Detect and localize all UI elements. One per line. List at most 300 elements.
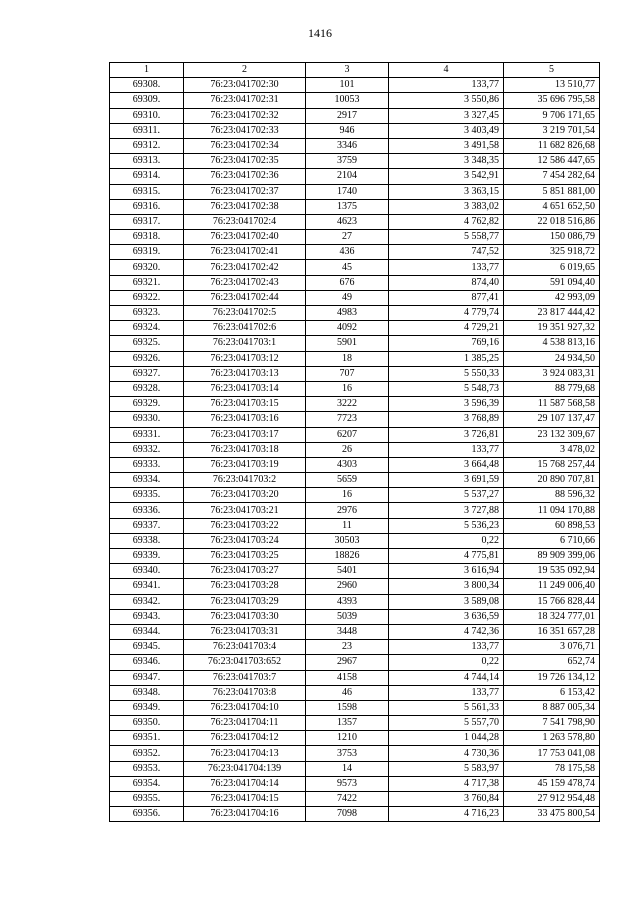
table-row <box>110 807 600 822</box>
rate-cell: 5 583,97 <box>389 761 504 776</box>
rate-cell: 5 548,73 <box>389 381 504 396</box>
value-cell: 19 351 927,32 <box>504 321 600 336</box>
rate-cell: 3 403,49 <box>389 123 504 138</box>
row-number-cell: 69344. <box>110 624 184 639</box>
area-cell: 1598 <box>306 700 389 715</box>
value-cell: 3 924 083,31 <box>504 366 600 381</box>
value-cell: 29 107 137,47 <box>504 412 600 427</box>
row-number-cell: 69345. <box>110 640 184 655</box>
row-number-cell: 69351. <box>110 731 184 746</box>
area-cell: 5401 <box>306 564 389 579</box>
cadastral-number-cell: 76:23:041702:42 <box>184 260 306 275</box>
value-cell: 17 753 041,08 <box>504 746 600 761</box>
cadastral-number-cell: 76:23:041704:14 <box>184 776 306 791</box>
area-cell: 2967 <box>306 655 389 670</box>
rate-cell: 3 616,94 <box>389 564 504 579</box>
value-cell: 591 094,40 <box>504 275 600 290</box>
table-row <box>110 260 600 275</box>
area-cell: 4158 <box>306 670 389 685</box>
cadastral-number-cell: 76:23:041702:41 <box>184 245 306 260</box>
value-cell: 6 710,66 <box>504 533 600 548</box>
area-cell: 676 <box>306 275 389 290</box>
cadastral-number-cell: 76:23:041703:25 <box>184 549 306 564</box>
cadastral-number-cell: 76:23:041703:20 <box>184 488 306 503</box>
row-number-cell: 69331. <box>110 427 184 442</box>
table-row <box>110 230 600 245</box>
cadastral-number-cell: 76:23:041702:37 <box>184 184 306 199</box>
rate-cell: 3 542,91 <box>389 169 504 184</box>
rate-cell: 3 596,39 <box>389 397 504 412</box>
table-row <box>110 457 600 472</box>
rate-cell: 3 327,45 <box>389 108 504 123</box>
row-number-cell: 69311. <box>110 123 184 138</box>
rate-cell: 3 726,81 <box>389 427 504 442</box>
area-cell: 4092 <box>306 321 389 336</box>
cadastral-number-cell: 76:23:041703:31 <box>184 624 306 639</box>
table-row <box>110 123 600 138</box>
area-cell: 10053 <box>306 93 389 108</box>
cadastral-number-cell: 76:23:041702:34 <box>184 138 306 153</box>
cadastral-number-cell: 76:23:041703:22 <box>184 518 306 533</box>
value-cell: 27 912 954,48 <box>504 792 600 807</box>
row-number-cell: 69340. <box>110 564 184 579</box>
rate-cell: 5 550,33 <box>389 366 504 381</box>
area-cell: 18 <box>306 351 389 366</box>
area-cell: 2960 <box>306 579 389 594</box>
rate-cell: 3 363,15 <box>389 184 504 199</box>
area-cell: 5659 <box>306 473 389 488</box>
value-cell: 42 993,09 <box>504 290 600 305</box>
row-number-cell: 69308. <box>110 78 184 93</box>
value-cell: 89 909 399,06 <box>504 549 600 564</box>
rate-cell: 3 550,86 <box>389 93 504 108</box>
value-cell: 12 586 447,65 <box>504 154 600 169</box>
area-cell: 1210 <box>306 731 389 746</box>
table-row <box>110 533 600 548</box>
row-number-cell: 69333. <box>110 457 184 472</box>
rate-cell: 1 385,25 <box>389 351 504 366</box>
cadastral-number-cell: 76:23:041703:21 <box>184 503 306 518</box>
cadastral-number-cell: 76:23:041702:43 <box>184 275 306 290</box>
value-cell: 325 918,72 <box>504 245 600 260</box>
value-cell: 23 817 444,42 <box>504 306 600 321</box>
table-row <box>110 275 600 290</box>
rate-cell: 4 762,82 <box>389 214 504 229</box>
row-number-cell: 69318. <box>110 230 184 245</box>
table-row <box>110 154 600 169</box>
data-table <box>109 62 600 822</box>
value-cell: 16 351 657,28 <box>504 624 600 639</box>
value-cell: 7 454 282,64 <box>504 169 600 184</box>
area-cell: 7723 <box>306 412 389 427</box>
area-cell: 7098 <box>306 807 389 822</box>
row-number-cell: 69330. <box>110 412 184 427</box>
rate-cell: 3 348,35 <box>389 154 504 169</box>
value-cell: 6 019,65 <box>504 260 600 275</box>
area-cell: 9573 <box>306 776 389 791</box>
rate-cell: 4 717,38 <box>389 776 504 791</box>
rate-cell: 133,77 <box>389 442 504 457</box>
row-number-cell: 69310. <box>110 108 184 123</box>
cadastral-number-cell: 76:23:041702:31 <box>184 93 306 108</box>
area-cell: 101 <box>306 78 389 93</box>
table-row <box>110 564 600 579</box>
value-cell: 19 726 134,12 <box>504 670 600 685</box>
rate-cell: 747,52 <box>389 245 504 260</box>
row-number-cell: 69316. <box>110 199 184 214</box>
row-number-cell: 69349. <box>110 700 184 715</box>
cadastral-number-cell: 76:23:041702:36 <box>184 169 306 184</box>
table-row <box>110 655 600 670</box>
row-number-cell: 69313. <box>110 154 184 169</box>
cadastral-number-cell: 76:23:041704:10 <box>184 700 306 715</box>
area-cell: 1357 <box>306 716 389 731</box>
area-cell: 6207 <box>306 427 389 442</box>
rate-cell: 4 742,36 <box>389 624 504 639</box>
cadastral-number-cell: 76:23:041702:40 <box>184 230 306 245</box>
area-cell: 3346 <box>306 138 389 153</box>
cadastral-number-cell: 76:23:041703:19 <box>184 457 306 472</box>
rate-cell: 3 768,89 <box>389 412 504 427</box>
rate-cell: 5 561,33 <box>389 700 504 715</box>
cadastral-number-cell: 76:23:041703:8 <box>184 685 306 700</box>
table-row <box>110 488 600 503</box>
row-number-cell: 69348. <box>110 685 184 700</box>
table-header-row <box>110 63 600 78</box>
table-row <box>110 336 600 351</box>
cadastral-number-cell: 76:23:041702:5 <box>184 306 306 321</box>
row-number-cell: 69337. <box>110 518 184 533</box>
rate-cell: 4 744,14 <box>389 670 504 685</box>
table-row <box>110 670 600 685</box>
table-row <box>110 624 600 639</box>
value-cell: 6 153,42 <box>504 685 600 700</box>
rate-cell: 769,16 <box>389 336 504 351</box>
rate-cell: 3 800,34 <box>389 579 504 594</box>
value-cell: 13 510,77 <box>504 78 600 93</box>
cadastral-number-cell: 76:23:041703:4 <box>184 640 306 655</box>
cadastral-number-cell: 76:23:041703:7 <box>184 670 306 685</box>
table-row <box>110 731 600 746</box>
cadastral-number-cell: 76:23:041704:13 <box>184 746 306 761</box>
row-number-cell: 69328. <box>110 381 184 396</box>
area-cell: 49 <box>306 290 389 305</box>
table-row <box>110 199 600 214</box>
row-number-cell: 69335. <box>110 488 184 503</box>
table-row <box>110 442 600 457</box>
row-number-cell: 69312. <box>110 138 184 153</box>
table-row <box>110 351 600 366</box>
row-number-cell: 69336. <box>110 503 184 518</box>
value-cell: 1 263 578,80 <box>504 731 600 746</box>
area-cell: 4983 <box>306 306 389 321</box>
value-cell: 9 706 171,65 <box>504 108 600 123</box>
area-cell: 2976 <box>306 503 389 518</box>
table-row <box>110 776 600 791</box>
table-row <box>110 609 600 624</box>
rate-cell: 5 537,27 <box>389 488 504 503</box>
value-cell: 11 587 568,58 <box>504 397 600 412</box>
value-cell: 4 538 813,16 <box>504 336 600 351</box>
value-cell: 3 219 701,54 <box>504 123 600 138</box>
row-number-cell: 69343. <box>110 609 184 624</box>
cadastral-number-cell: 76:23:041704:12 <box>184 731 306 746</box>
area-cell: 1375 <box>306 199 389 214</box>
row-number-cell: 69324. <box>110 321 184 336</box>
value-cell: 11 682 826,68 <box>504 138 600 153</box>
rate-cell: 0,22 <box>389 533 504 548</box>
table-row <box>110 366 600 381</box>
row-number-cell: 69347. <box>110 670 184 685</box>
table-row <box>110 579 600 594</box>
value-cell: 11 094 170,88 <box>504 503 600 518</box>
area-cell: 11 <box>306 518 389 533</box>
rate-cell: 133,77 <box>389 260 504 275</box>
cadastral-number-cell: 76:23:041702:38 <box>184 199 306 214</box>
cadastral-number-cell: 76:23:041703:652 <box>184 655 306 670</box>
area-cell: 2104 <box>306 169 389 184</box>
area-cell: 46 <box>306 685 389 700</box>
area-cell: 3222 <box>306 397 389 412</box>
value-cell: 15 766 828,44 <box>504 594 600 609</box>
cadastral-number-cell: 76:23:041704:11 <box>184 716 306 731</box>
row-number-cell: 69320. <box>110 260 184 275</box>
cadastral-number-cell: 76:23:041702:35 <box>184 154 306 169</box>
row-number-cell: 69354. <box>110 776 184 791</box>
table-row <box>110 245 600 260</box>
row-number-cell: 69339. <box>110 549 184 564</box>
value-cell: 7 541 798,90 <box>504 716 600 731</box>
cadastral-number-cell: 76:23:041704:139 <box>184 761 306 776</box>
area-cell: 707 <box>306 366 389 381</box>
table-row <box>110 503 600 518</box>
rate-cell: 3 760,84 <box>389 792 504 807</box>
rate-cell: 3 727,88 <box>389 503 504 518</box>
table-row <box>110 381 600 396</box>
row-number-cell: 69314. <box>110 169 184 184</box>
table-row <box>110 427 600 442</box>
table-row <box>110 138 600 153</box>
value-cell: 652,74 <box>504 655 600 670</box>
row-number-cell: 69327. <box>110 366 184 381</box>
table-body <box>110 78 600 822</box>
value-cell: 15 768 257,44 <box>504 457 600 472</box>
cadastral-number-cell: 76:23:041702:33 <box>184 123 306 138</box>
table-row <box>110 700 600 715</box>
value-cell: 11 249 006,40 <box>504 579 600 594</box>
row-number-cell: 69353. <box>110 761 184 776</box>
cadastral-number-cell: 76:23:041703:14 <box>184 381 306 396</box>
area-cell: 7422 <box>306 792 389 807</box>
cadastral-number-cell: 76:23:041703:29 <box>184 594 306 609</box>
rate-cell: 3 664,48 <box>389 457 504 472</box>
cadastral-number-cell: 76:23:041702:44 <box>184 290 306 305</box>
row-number-cell: 69323. <box>110 306 184 321</box>
column-header: 4 <box>389 63 504 78</box>
table-row <box>110 78 600 93</box>
cadastral-number-cell: 76:23:041702:30 <box>184 78 306 93</box>
cadastral-number-cell: 76:23:041703:1 <box>184 336 306 351</box>
area-cell: 16 <box>306 381 389 396</box>
row-number-cell: 69342. <box>110 594 184 609</box>
cadastral-number-cell: 76:23:041703:2 <box>184 473 306 488</box>
row-number-cell: 69319. <box>110 245 184 260</box>
table-row <box>110 108 600 123</box>
area-cell: 436 <box>306 245 389 260</box>
area-cell: 2917 <box>306 108 389 123</box>
value-cell: 22 018 516,86 <box>504 214 600 229</box>
rate-cell: 4 730,36 <box>389 746 504 761</box>
rate-cell: 1 044,28 <box>389 731 504 746</box>
row-number-cell: 69329. <box>110 397 184 412</box>
row-number-cell: 69356. <box>110 807 184 822</box>
area-cell: 4623 <box>306 214 389 229</box>
rate-cell: 4 779,74 <box>389 306 504 321</box>
value-cell: 88 596,32 <box>504 488 600 503</box>
rate-cell: 5 558,77 <box>389 230 504 245</box>
value-cell: 19 535 092,94 <box>504 564 600 579</box>
cadastral-number-cell: 76:23:041702:6 <box>184 321 306 336</box>
table-row <box>110 397 600 412</box>
cadastral-number-cell: 76:23:041703:28 <box>184 579 306 594</box>
rate-cell: 4 775,81 <box>389 549 504 564</box>
table-row <box>110 169 600 184</box>
value-cell: 35 696 795,58 <box>504 93 600 108</box>
value-cell: 8 887 005,34 <box>504 700 600 715</box>
rate-cell: 3 491,58 <box>389 138 504 153</box>
table-row <box>110 93 600 108</box>
value-cell: 3 076,71 <box>504 640 600 655</box>
area-cell: 3759 <box>306 154 389 169</box>
area-cell: 27 <box>306 230 389 245</box>
area-cell: 23 <box>306 640 389 655</box>
cadastral-number-cell: 76:23:041703:13 <box>184 366 306 381</box>
table-row <box>110 321 600 336</box>
rate-cell: 0,22 <box>389 655 504 670</box>
row-number-cell: 69346. <box>110 655 184 670</box>
area-cell: 3753 <box>306 746 389 761</box>
column-header: 5 <box>504 63 600 78</box>
table-row <box>110 594 600 609</box>
area-cell: 16 <box>306 488 389 503</box>
area-cell: 4393 <box>306 594 389 609</box>
cadastral-number-cell: 76:23:041704:16 <box>184 807 306 822</box>
value-cell: 4 651 652,50 <box>504 199 600 214</box>
column-header: 1 <box>110 63 184 78</box>
rate-cell: 5 557,70 <box>389 716 504 731</box>
cadastral-number-cell: 76:23:041703:12 <box>184 351 306 366</box>
rate-cell: 3 636,59 <box>389 609 504 624</box>
rate-cell: 133,77 <box>389 685 504 700</box>
value-cell: 88 779,68 <box>504 381 600 396</box>
cadastral-number-cell: 76:23:041703:27 <box>184 564 306 579</box>
area-cell: 1740 <box>306 184 389 199</box>
row-number-cell: 69350. <box>110 716 184 731</box>
area-cell: 3448 <box>306 624 389 639</box>
value-cell: 18 324 777,01 <box>504 609 600 624</box>
row-number-cell: 69315. <box>110 184 184 199</box>
area-cell: 5901 <box>306 336 389 351</box>
rate-cell: 3 691,59 <box>389 473 504 488</box>
row-number-cell: 69355. <box>110 792 184 807</box>
area-cell: 14 <box>306 761 389 776</box>
table-row <box>110 518 600 533</box>
row-number-cell: 69322. <box>110 290 184 305</box>
area-cell: 4303 <box>306 457 389 472</box>
row-number-cell: 69332. <box>110 442 184 457</box>
area-cell: 946 <box>306 123 389 138</box>
table-row <box>110 549 600 564</box>
table-row <box>110 412 600 427</box>
value-cell: 5 851 881,00 <box>504 184 600 199</box>
row-number-cell: 69338. <box>110 533 184 548</box>
rate-cell: 874,40 <box>389 275 504 290</box>
rate-cell: 133,77 <box>389 78 504 93</box>
table-row <box>110 685 600 700</box>
area-cell: 18826 <box>306 549 389 564</box>
column-header: 2 <box>184 63 306 78</box>
rate-cell: 3 589,08 <box>389 594 504 609</box>
column-header: 3 <box>306 63 389 78</box>
row-number-cell: 69352. <box>110 746 184 761</box>
table-row <box>110 640 600 655</box>
value-cell: 24 934,50 <box>504 351 600 366</box>
row-number-cell: 69317. <box>110 214 184 229</box>
value-cell: 78 175,58 <box>504 761 600 776</box>
row-number-cell: 69309. <box>110 93 184 108</box>
value-cell: 45 159 478,74 <box>504 776 600 791</box>
rate-cell: 5 536,23 <box>389 518 504 533</box>
area-cell: 26 <box>306 442 389 457</box>
page-number: 1416 <box>308 26 332 40</box>
area-cell: 5039 <box>306 609 389 624</box>
row-number-cell: 69334. <box>110 473 184 488</box>
row-number-cell: 69325. <box>110 336 184 351</box>
table-row <box>110 214 600 229</box>
table-row <box>110 716 600 731</box>
value-cell: 20 890 707,81 <box>504 473 600 488</box>
cadastral-number-cell: 76:23:041703:24 <box>184 533 306 548</box>
rate-cell: 877,41 <box>389 290 504 305</box>
row-number-cell: 69341. <box>110 579 184 594</box>
table-row <box>110 761 600 776</box>
row-number-cell: 69326. <box>110 351 184 366</box>
table-row <box>110 184 600 199</box>
rate-cell: 3 383,02 <box>389 199 504 214</box>
rate-cell: 4 729,21 <box>389 321 504 336</box>
cadastral-number-cell: 76:23:041704:15 <box>184 792 306 807</box>
cadastral-number-cell: 76:23:041702:32 <box>184 108 306 123</box>
row-number-cell: 69321. <box>110 275 184 290</box>
cadastral-number-cell: 76:23:041703:30 <box>184 609 306 624</box>
table-row <box>110 473 600 488</box>
area-cell: 45 <box>306 260 389 275</box>
cadastral-number-cell: 76:23:041702:4 <box>184 214 306 229</box>
table-row <box>110 792 600 807</box>
value-cell: 33 475 800,54 <box>504 807 600 822</box>
cadastral-number-cell: 76:23:041703:15 <box>184 397 306 412</box>
value-cell: 23 132 309,67 <box>504 427 600 442</box>
table-row <box>110 746 600 761</box>
table-row <box>110 306 600 321</box>
area-cell: 30503 <box>306 533 389 548</box>
cadastral-number-cell: 76:23:041703:16 <box>184 412 306 427</box>
cadastral-number-cell: 76:23:041703:17 <box>184 427 306 442</box>
rate-cell: 4 716,23 <box>389 807 504 822</box>
value-cell: 3 478,02 <box>504 442 600 457</box>
table-row <box>110 290 600 305</box>
value-cell: 150 086,79 <box>504 230 600 245</box>
